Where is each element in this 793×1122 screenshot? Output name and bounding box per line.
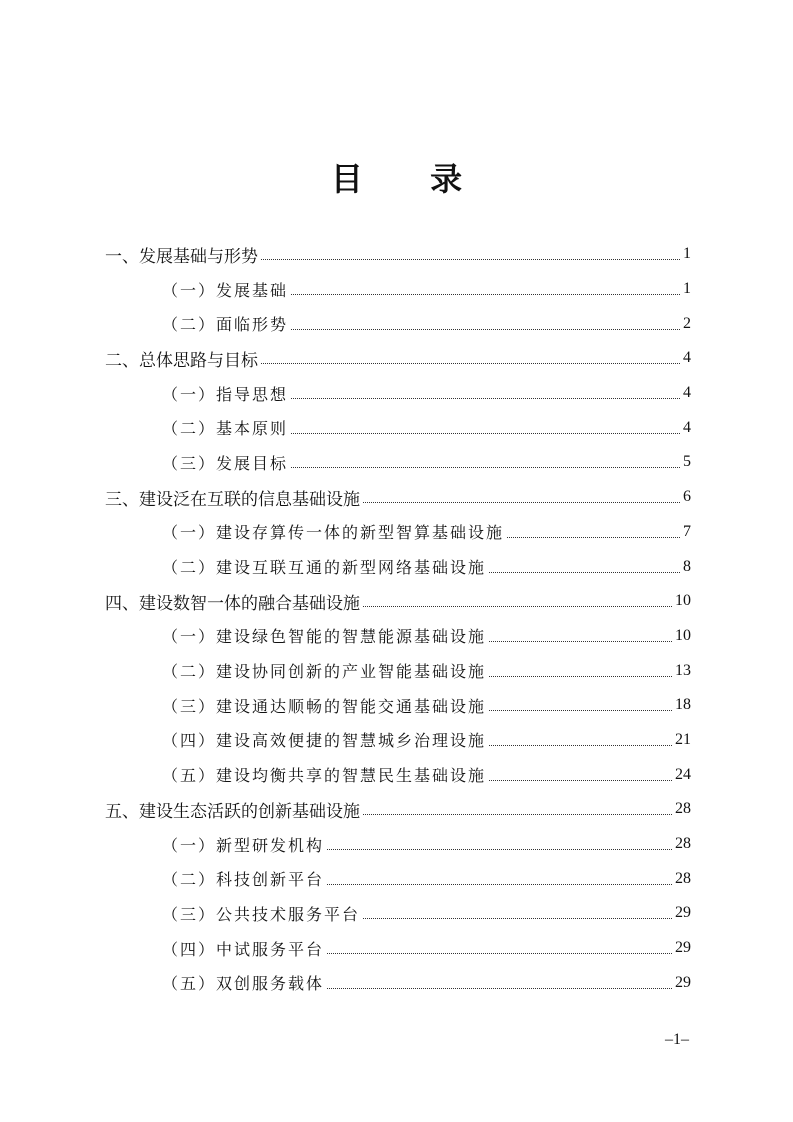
toc-chapter-entry[interactable]: [105, 341, 691, 376]
toc-entry-title: （一）建设绿色智能的智慧能源基础设施: [162, 627, 487, 647]
dot-leader: [489, 709, 672, 711]
toc-section-entry[interactable]: [105, 272, 691, 307]
dot-leader: [291, 328, 680, 330]
toc-entry-title: 二、总体思路与目标: [105, 350, 258, 371]
toc-entry-page: 4: [683, 349, 691, 367]
toc-entry-title: （二）基本原则: [162, 419, 289, 439]
dot-leader: [291, 397, 680, 399]
dot-leader: [327, 987, 672, 989]
toc-entry-title: 五、建设生态活跃的创新基础设施: [105, 801, 360, 822]
toc-section-entry[interactable]: [105, 931, 691, 966]
toc-section-entry[interactable]: [105, 445, 691, 480]
dot-leader: [363, 501, 680, 503]
dot-leader: [363, 917, 672, 919]
dot-leader: [489, 571, 680, 573]
dot-leader: [291, 432, 680, 434]
toc-entry-title: （四）中试服务平台: [162, 939, 325, 959]
dot-leader: [261, 362, 680, 364]
toc-entry-page: 24: [675, 765, 691, 783]
toc-section-entry[interactable]: [105, 896, 691, 931]
toc-section-entry[interactable]: [105, 965, 691, 1000]
toc-section-entry[interactable]: [105, 410, 691, 445]
toc-chapter-entry[interactable]: [105, 237, 691, 272]
table-of-contents: [105, 237, 691, 1000]
toc-entry-title: 一、发展基础与形势: [105, 246, 258, 267]
toc-entry-title: （二）建设互联互通的新型网络基础设施: [162, 558, 487, 578]
toc-entry-title: （三）公共技术服务平台: [162, 904, 361, 924]
dot-leader: [363, 605, 672, 607]
toc-entry-title: （一）新型研发机构: [162, 835, 325, 855]
toc-chapter-entry[interactable]: [105, 792, 691, 827]
toc-entry-page: 7: [683, 522, 691, 540]
dot-leader: [261, 258, 680, 260]
page-number: –1–: [665, 1031, 689, 1048]
toc-entry-page: 6: [683, 488, 691, 506]
dot-leader: [327, 883, 672, 885]
toc-section-entry[interactable]: [105, 723, 691, 758]
toc-section-entry[interactable]: [105, 688, 691, 723]
dot-leader: [489, 779, 672, 781]
toc-entry-title: （二）科技创新平台: [162, 870, 325, 890]
toc-entry-title: （五）双创服务载体: [162, 974, 325, 994]
toc-entry-title: （二）面临形势: [162, 315, 289, 335]
page-title: 目 录: [330, 160, 491, 198]
toc-entry-page: 10: [675, 626, 691, 644]
toc-entry-title: （五）建设均衡共享的智慧民生基础设施: [162, 766, 487, 786]
toc-entry-page: 29: [675, 973, 691, 991]
dot-leader: [291, 293, 680, 295]
toc-entry-page: 5: [683, 453, 691, 471]
toc-entry-title: （一）发展基础: [162, 280, 289, 300]
toc-section-entry[interactable]: [105, 515, 691, 550]
dot-leader: [363, 813, 672, 815]
toc-entry-page: 18: [675, 696, 691, 714]
toc-entry-page: 1: [683, 280, 691, 298]
toc-section-entry[interactable]: [105, 306, 691, 341]
toc-section-entry[interactable]: [105, 757, 691, 792]
toc-entry-page: 13: [675, 661, 691, 679]
toc-entry-page: 2: [683, 314, 691, 332]
toc-entry-page: 28: [675, 800, 691, 818]
toc-entry-title: 四、建设数智一体的融合基础设施: [105, 593, 360, 614]
toc-section-entry[interactable]: [105, 549, 691, 584]
toc-section-entry[interactable]: [105, 619, 691, 654]
dot-leader: [507, 536, 680, 538]
dot-leader: [327, 952, 672, 954]
toc-entry-title: （一）指导思想: [162, 384, 289, 404]
toc-section-entry[interactable]: [105, 861, 691, 896]
toc-entry-title: （三）建设通达顺畅的智能交通基础设施: [162, 696, 487, 716]
toc-entry-page: 1: [683, 245, 691, 263]
toc-entry-title: （二）建设协同创新的产业智能基础设施: [162, 662, 487, 682]
dot-leader: [327, 848, 672, 850]
toc-entry-page: 10: [675, 592, 691, 610]
toc-section-entry[interactable]: [105, 653, 691, 688]
dot-leader: [489, 640, 672, 642]
toc-chapter-entry[interactable]: [105, 584, 691, 619]
dot-leader: [291, 466, 680, 468]
toc-entry-title: （四）建设高效便捷的智慧城乡治理设施: [162, 731, 487, 751]
toc-entry-page: 29: [675, 939, 691, 957]
toc-entry-title: 三、建设泛在互联的信息基础设施: [105, 489, 360, 510]
toc-section-entry[interactable]: [105, 827, 691, 862]
dot-leader: [489, 744, 672, 746]
toc-entry-page: 21: [675, 730, 691, 748]
toc-entry-title: （三）发展目标: [162, 453, 289, 473]
toc-entry-page: 28: [675, 835, 691, 853]
toc-section-entry[interactable]: [105, 376, 691, 411]
toc-chapter-entry[interactable]: [105, 480, 691, 515]
toc-entry-page: 29: [675, 904, 691, 922]
dot-leader: [489, 675, 672, 677]
toc-entry-page: 4: [683, 418, 691, 436]
toc-entry-page: 28: [675, 869, 691, 887]
toc-entry-page: 4: [683, 384, 691, 402]
toc-entry-title: （一）建设存算传一体的新型智算基础设施: [162, 523, 505, 543]
toc-entry-page: 8: [683, 557, 691, 575]
